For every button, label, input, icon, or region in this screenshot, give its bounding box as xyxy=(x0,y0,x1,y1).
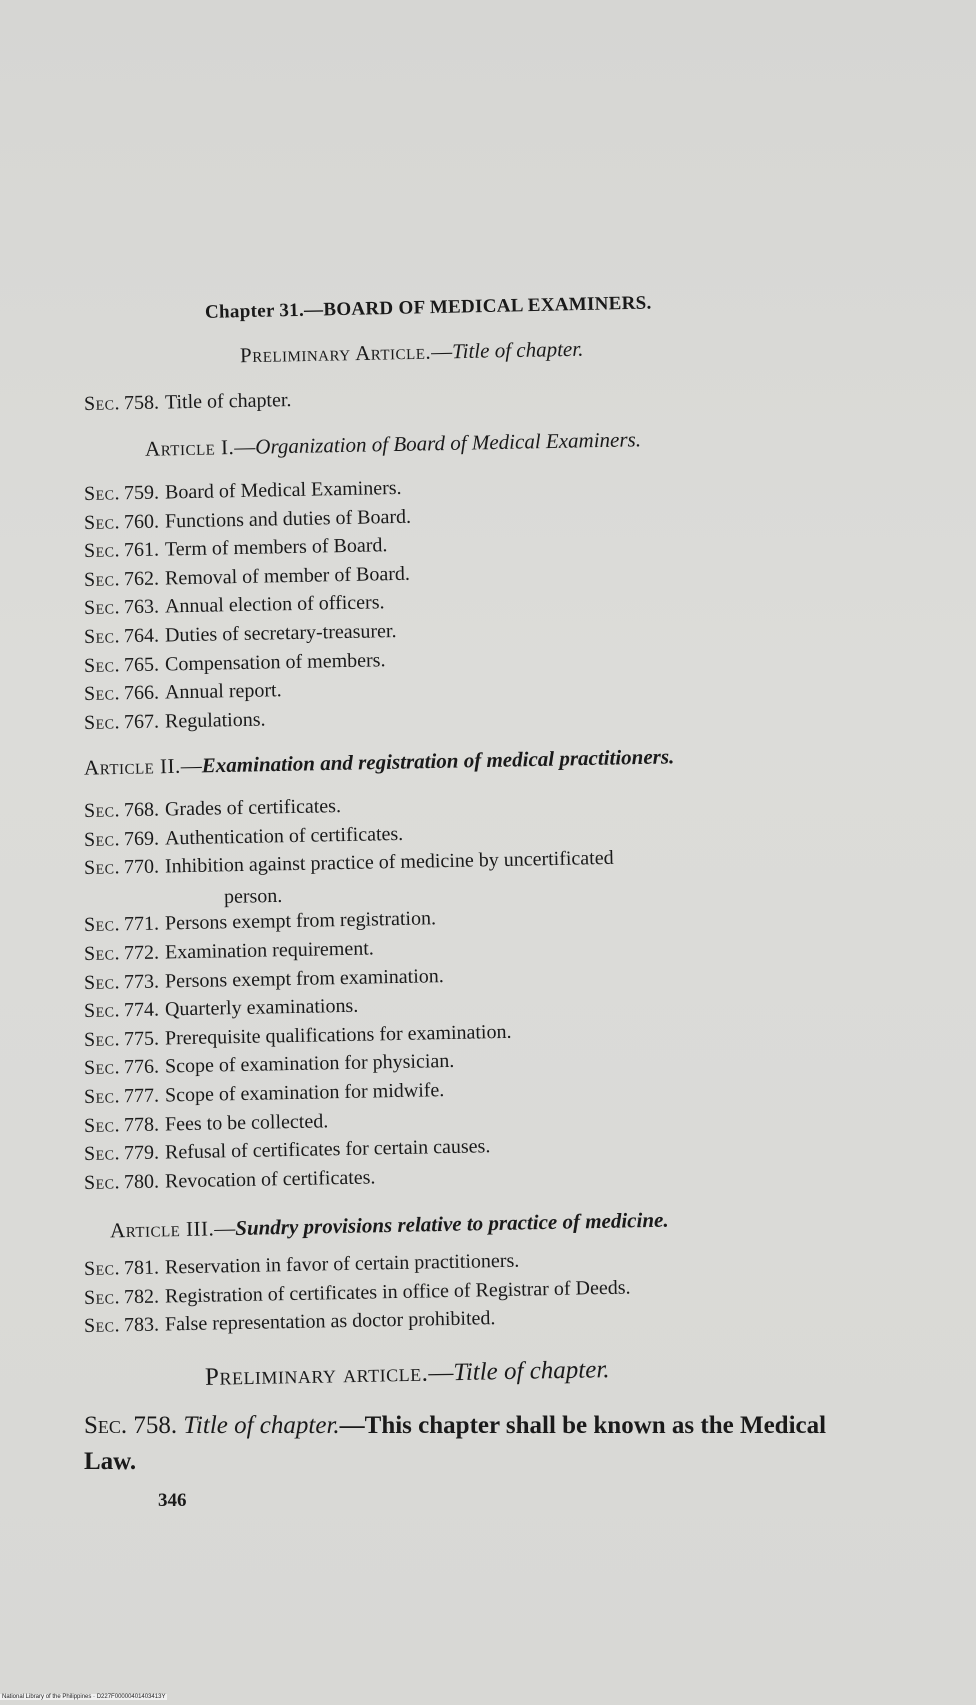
sec-number: 759. xyxy=(123,481,160,505)
sec-number: 781. xyxy=(123,1256,160,1280)
sec-label: Sec. xyxy=(83,568,121,591)
sec-number: 760. xyxy=(123,510,160,533)
section-entry xyxy=(84,708,266,734)
sec-number: 779. xyxy=(123,1141,160,1165)
sec-number: 770. xyxy=(123,855,160,879)
section-entry xyxy=(84,534,388,563)
sec-title: Reservation in favor of certain practitioners. xyxy=(164,1249,520,1279)
sec-number: 782. xyxy=(123,1285,160,1308)
section-entry xyxy=(84,1166,376,1195)
section-entry xyxy=(84,389,292,416)
section-entry xyxy=(84,1021,512,1052)
sec-title: Scope of examination for physician. xyxy=(164,1050,455,1078)
section-entry xyxy=(84,477,402,506)
sec-number: 777. xyxy=(123,1084,160,1108)
sec-title: Board of Medical Examiners. xyxy=(164,476,402,504)
sec-label: Sec. xyxy=(83,970,121,994)
sec-number: 773. xyxy=(123,970,160,993)
sec-title: Title of chapter. xyxy=(164,389,292,414)
sec-label: Sec. xyxy=(83,1056,121,1080)
section-entry xyxy=(84,908,436,938)
sec-number: 766. xyxy=(123,681,160,705)
section-entry xyxy=(84,563,410,592)
section-entry xyxy=(84,795,341,823)
sec-title: Authentication of certificates. xyxy=(164,822,404,850)
chapter-title: Chapter 31.—BOARD OF MEDICAL EXAMINERS. xyxy=(204,292,652,323)
preliminary-article-heading-2: Preliminary article.—Title of chapter. xyxy=(204,1356,610,1391)
sec-number: 765. xyxy=(123,653,160,676)
sec-number: 762. xyxy=(123,567,160,591)
section-entry xyxy=(84,1050,455,1080)
article-1-heading: Article I.—Organization of Board of Medical Examiners. xyxy=(144,427,642,461)
sec-label: Sec. xyxy=(83,1314,121,1338)
sec-label: Sec. xyxy=(83,1142,121,1166)
preliminary-article-heading: Preliminary Article.—Title of chapter. xyxy=(239,336,584,368)
sec-title: Compensation of members. xyxy=(164,648,386,676)
sec-label: Sec. xyxy=(83,482,121,505)
sec-title: Persons exempt from registration. xyxy=(164,907,437,935)
sec-title: False representation as doctor prohibited. xyxy=(164,1307,496,1336)
sec-title-continuation: person. xyxy=(223,884,283,908)
sec-number: 769. xyxy=(123,827,160,850)
sec-title: Duties of secretary-treasurer. xyxy=(164,620,397,647)
section-entry xyxy=(84,995,359,1023)
sec-label: Sec. xyxy=(83,392,121,415)
sec-label: Sec. xyxy=(83,682,121,706)
sec-label: Sec. xyxy=(83,1257,121,1280)
sec-title: Annual election of officers. xyxy=(164,591,385,618)
page-number: 346 xyxy=(158,1490,187,1511)
sec-label: Sec. xyxy=(83,942,121,965)
section-entry xyxy=(84,1079,445,1109)
sec-label: Sec. xyxy=(83,653,121,677)
section-entry xyxy=(84,649,386,678)
sec-number: 764. xyxy=(123,624,160,648)
sec-label: Sec. xyxy=(83,510,121,534)
sec-title: Quarterly examinations. xyxy=(164,994,359,1021)
sec-label: Sec. xyxy=(83,539,121,563)
section-entry xyxy=(84,937,374,966)
sec-label: Sec. xyxy=(83,1028,121,1051)
sec-number: 758. xyxy=(123,391,160,415)
sec-title: Removal of member of Board. xyxy=(164,562,411,590)
section-entry xyxy=(84,592,385,621)
sec-number: 761. xyxy=(123,538,160,562)
sec-title: Prerequisite qualifications for examination. xyxy=(164,1020,512,1050)
sec-title: Regulations. xyxy=(164,708,266,733)
section-entry xyxy=(84,1135,491,1166)
sec-number: 778. xyxy=(123,1113,160,1136)
sec-title: Functions and duties of Board. xyxy=(164,505,412,533)
sec-label: Sec. xyxy=(83,913,121,937)
sec-number: 776. xyxy=(123,1055,160,1079)
sec-title: Annual report. xyxy=(164,679,282,704)
sec-number: 774. xyxy=(123,998,160,1022)
sec-label: Sec. xyxy=(83,596,121,620)
sec-number: 780. xyxy=(123,1170,160,1194)
section-entry xyxy=(84,620,397,649)
sec-label: Sec. xyxy=(83,856,121,880)
sec-number: 763. xyxy=(123,595,160,619)
sec-label: Sec. xyxy=(83,711,121,734)
section-entry xyxy=(84,1307,496,1338)
sec-title: Examination requirement. xyxy=(164,937,374,964)
sec-number: 771. xyxy=(123,912,160,936)
sec-label: Sec. xyxy=(83,625,121,648)
section-entry xyxy=(84,822,404,851)
article-2-heading: Article II.—Examination and registration of medical practitioners. xyxy=(83,744,675,780)
sec-title: Inhibition against practice of medicine by uncertificated xyxy=(164,847,614,878)
sec-number: 783. xyxy=(123,1313,160,1337)
sec-number: 768. xyxy=(123,798,160,822)
section-entry xyxy=(84,965,444,995)
sec-title: Persons exempt from examination. xyxy=(164,964,444,993)
section-entry xyxy=(84,505,411,534)
section-entry xyxy=(84,679,282,706)
section-entry xyxy=(84,1110,329,1138)
sec-label: Sec. xyxy=(83,1085,121,1108)
chapter-number: Chapter 31. xyxy=(204,299,305,323)
sec-title: Refusal of certificates for certain causes. xyxy=(164,1135,491,1164)
section-entry xyxy=(84,1276,631,1309)
sec-number: 775. xyxy=(123,1027,160,1051)
sec-title: Registration of certificates in office of Registrar of Deeds. xyxy=(164,1276,631,1308)
chapter-name: BOARD OF MEDICAL EXAMINERS. xyxy=(323,292,652,321)
section-entry xyxy=(84,1250,520,1281)
sec-label: Sec. xyxy=(83,1285,121,1309)
section-758-body: Sec. 758. Title of chapter.—This chapter shall be known as the Medical Law. xyxy=(84,1412,827,1475)
sec-label: Sec. xyxy=(83,827,121,851)
sec-title: Grades of certificates. xyxy=(164,795,342,821)
sec-number: 772. xyxy=(123,941,160,965)
sec-title: Term of members of Board. xyxy=(164,534,388,561)
sec-title: Revocation of certificates. xyxy=(164,1166,376,1193)
sec-number: 767. xyxy=(123,710,160,734)
sec-title: Scope of examination for midwife. xyxy=(164,1079,445,1107)
sec-label: Sec. xyxy=(83,799,121,822)
footer-credit: National Library of the Philippines · D227F00000401403413Y xyxy=(2,1694,166,1700)
article-3-heading: Article III.—Sundry provisions relative to practice of medicine. xyxy=(109,1207,669,1243)
sec-label: Sec. xyxy=(83,1171,121,1194)
sec-title: Fees to be collected. xyxy=(164,1109,329,1136)
section-entry xyxy=(84,847,614,880)
sec-label: Sec. xyxy=(83,999,121,1023)
sec-label: Sec. xyxy=(83,1113,121,1137)
